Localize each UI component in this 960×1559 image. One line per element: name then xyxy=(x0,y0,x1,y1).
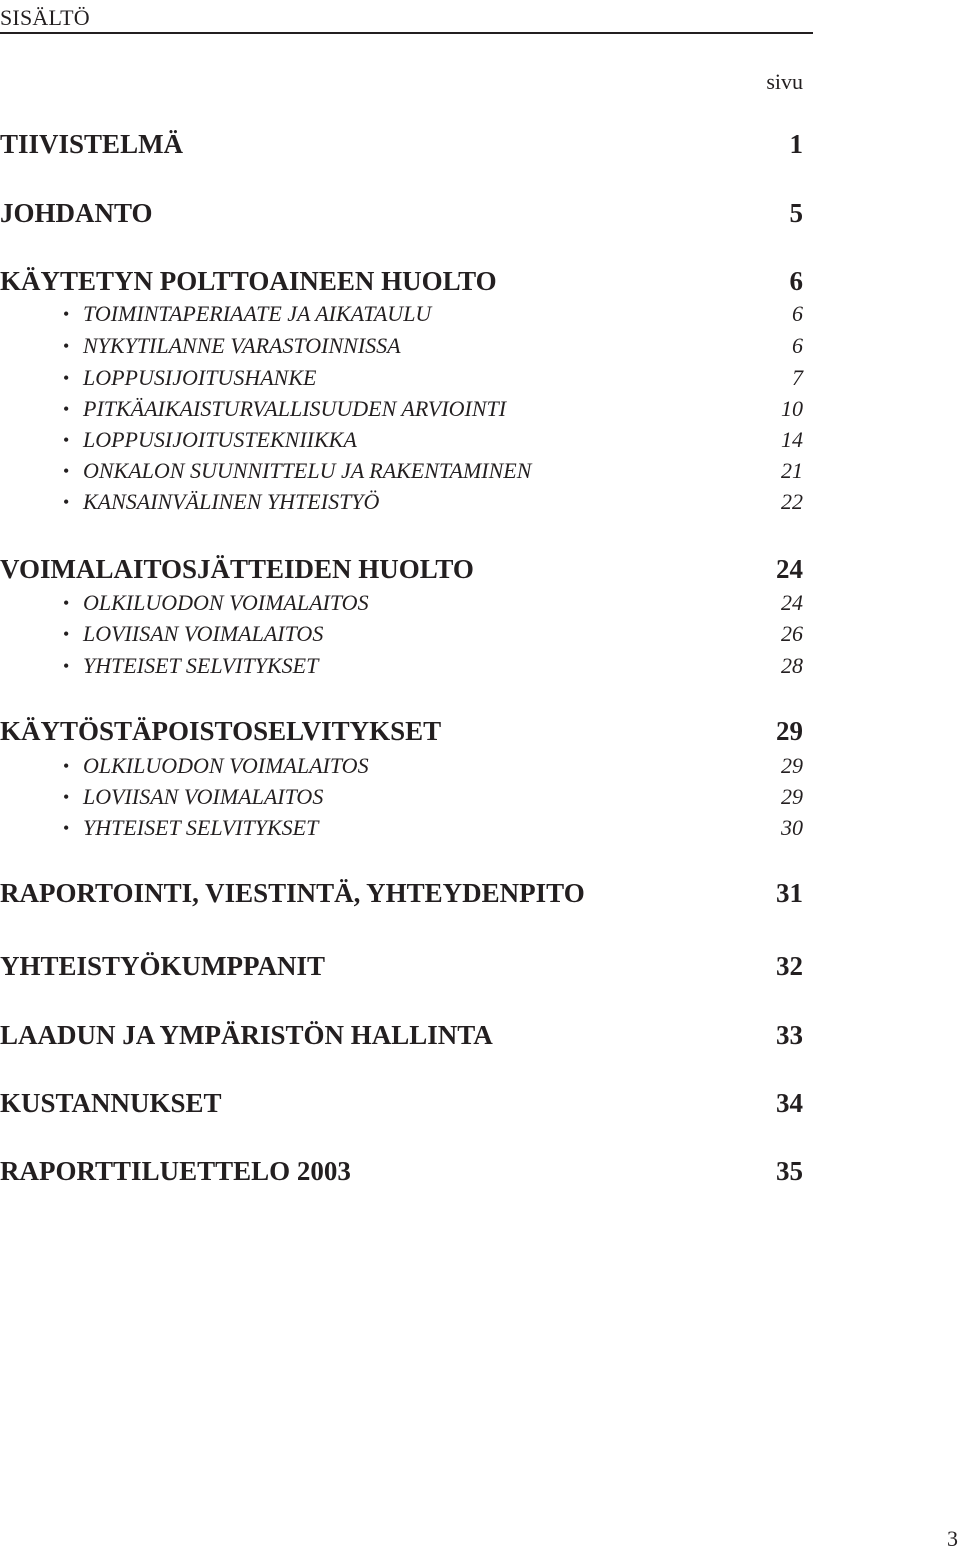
toc-entry-label: JOHDANTO xyxy=(0,198,153,228)
toc-subentry[interactable] xyxy=(0,488,803,516)
toc-entry-page: 33 xyxy=(776,1020,803,1050)
toc-subentry-label: LOVIISAN VOIMALAITOS xyxy=(83,784,324,809)
toc-subentry-label: YHTEISET SELVITYKSET xyxy=(83,653,319,678)
page-column-label: sivu xyxy=(766,69,803,94)
toc-entry-label: RAPORTTILUETTELO 2003 xyxy=(0,1156,351,1186)
page-number: 3 xyxy=(947,1526,958,1551)
toc-subentry-page: 29 xyxy=(781,753,803,778)
toc-entry-voimalaitosjatteet[interactable] xyxy=(0,553,803,585)
toc-entry-label: VOIMALAITOSJÄTTEIDEN HUOLTO xyxy=(0,554,474,584)
toc-subentry-label: PITKÄAIKAISTURVALLISUUDEN ARVIOINTI xyxy=(83,396,507,421)
toc-subentry[interactable] xyxy=(0,426,803,454)
toc-subentry-page: 30 xyxy=(781,815,803,840)
toc-subentry-label: LOVIISAN VOIMALAITOS xyxy=(83,621,324,646)
toc-subentry-page: 10 xyxy=(781,396,803,421)
toc-entry-page: 35 xyxy=(776,1156,803,1186)
toc-subentry-page: 6 xyxy=(792,333,803,358)
bullet-icon: • xyxy=(63,336,70,356)
toc-entry-label: LAADUN JA YMPÄRISTÖN HALLINTA xyxy=(0,1020,493,1050)
toc-subentry[interactable] xyxy=(0,332,803,360)
toc-subentry-page: 28 xyxy=(781,653,803,678)
toc-subentry-page: 6 xyxy=(792,301,803,326)
toc-entry-kustannukset[interactable] xyxy=(0,1087,803,1119)
toc-entry-page: 32 xyxy=(776,951,803,981)
page-title: SISÄLTÖ xyxy=(0,5,90,30)
toc-subentry[interactable] xyxy=(0,620,803,648)
bullet-icon: • xyxy=(63,430,70,450)
toc-subentry-label: LOPPUSIJOITUSTEKNIIKKA xyxy=(83,427,357,452)
bullet-icon: • xyxy=(63,656,70,676)
toc-subentry-page: 14 xyxy=(781,427,803,452)
toc-subentry[interactable] xyxy=(0,364,803,392)
toc-subentry[interactable] xyxy=(0,652,803,680)
toc-entry-label: KUSTANNUKSET xyxy=(0,1088,222,1118)
toc-subentry-label: TOIMINTAPERIAATE JA AIKATAULU xyxy=(83,301,432,326)
toc-subentry-label: YHTEISET SELVITYKSET xyxy=(83,815,319,840)
bullet-icon: • xyxy=(63,593,70,613)
toc-subentry[interactable] xyxy=(0,814,803,842)
toc-subentry-label: OLKILUODON VOIMALAITOS xyxy=(83,753,369,778)
toc-subentry[interactable] xyxy=(0,589,803,617)
toc-subentry[interactable] xyxy=(0,457,803,485)
toc-entry-page: 5 xyxy=(789,198,803,228)
toc-entry-label: YHTEISTYÖKUMPPANIT xyxy=(0,951,326,981)
toc-subentry-page: 26 xyxy=(781,621,803,646)
toc-subentry-label: KANSAINVÄLINEN YHTEISTYÖ xyxy=(83,489,380,514)
toc-subentry-label: NYKYTILANNE VARASTOINNISSA xyxy=(83,333,401,358)
toc-subentry-page: 22 xyxy=(781,489,803,514)
toc-entry-johdanto[interactable] xyxy=(0,197,803,229)
toc-entry-polttoaine[interactable] xyxy=(0,265,803,297)
toc-subentry-page: 21 xyxy=(781,458,803,483)
toc-entry-page: 29 xyxy=(776,716,803,746)
toc-subentry[interactable] xyxy=(0,752,803,780)
header-divider xyxy=(0,32,813,34)
bullet-icon: • xyxy=(63,624,70,644)
toc-entry-yhteistyokumppanit[interactable] xyxy=(0,950,803,982)
bullet-icon: • xyxy=(63,461,70,481)
toc-entry-label: KÄYTETYN POLTTOAINEEN HUOLTO xyxy=(0,266,497,296)
toc-entry-label: KÄYTÖSTÄPOISTOSELVITYKSET xyxy=(0,716,442,746)
toc-entry-page: 24 xyxy=(776,554,803,584)
toc-subentry[interactable] xyxy=(0,783,803,811)
bullet-icon: • xyxy=(63,492,70,512)
bullet-icon: • xyxy=(63,787,70,807)
bullet-icon: • xyxy=(63,399,70,419)
toc-subentry-label: LOPPUSIJOITUSHANKE xyxy=(83,365,317,390)
toc-entry-page: 31 xyxy=(776,878,803,908)
bullet-icon: • xyxy=(63,756,70,776)
toc-subentry-page: 29 xyxy=(781,784,803,809)
toc-entry-raportointi[interactable] xyxy=(0,877,803,909)
toc-entry-tiivistelma[interactable] xyxy=(0,128,803,160)
toc-entry-page: 34 xyxy=(776,1088,803,1118)
toc-subentry-label: ONKALON SUUNNITTELU JA RAKENTAMINEN xyxy=(83,458,532,483)
toc-entry-label: RAPORTOINTI, VIESTINTÄ, YHTEYDENPITO xyxy=(0,878,585,908)
bullet-icon: • xyxy=(63,368,70,388)
toc-entry-page: 1 xyxy=(789,129,803,159)
toc-entry-label: TIIVISTELMÄ xyxy=(0,129,184,159)
toc-subentry[interactable] xyxy=(0,395,803,423)
toc-entry-laatu[interactable] xyxy=(0,1019,803,1051)
toc-subentry-page: 7 xyxy=(792,365,803,390)
bullet-icon: • xyxy=(63,304,70,324)
toc-entry-page: 6 xyxy=(789,266,803,296)
bullet-icon: • xyxy=(63,818,70,838)
toc-entry-kaytostapoisto[interactable] xyxy=(0,715,803,747)
toc-entry-raporttiluettelo[interactable] xyxy=(0,1155,803,1187)
toc-subentry-page: 24 xyxy=(781,590,803,615)
toc-subentry-label: OLKILUODON VOIMALAITOS xyxy=(83,590,369,615)
toc-subentry[interactable] xyxy=(0,300,803,328)
